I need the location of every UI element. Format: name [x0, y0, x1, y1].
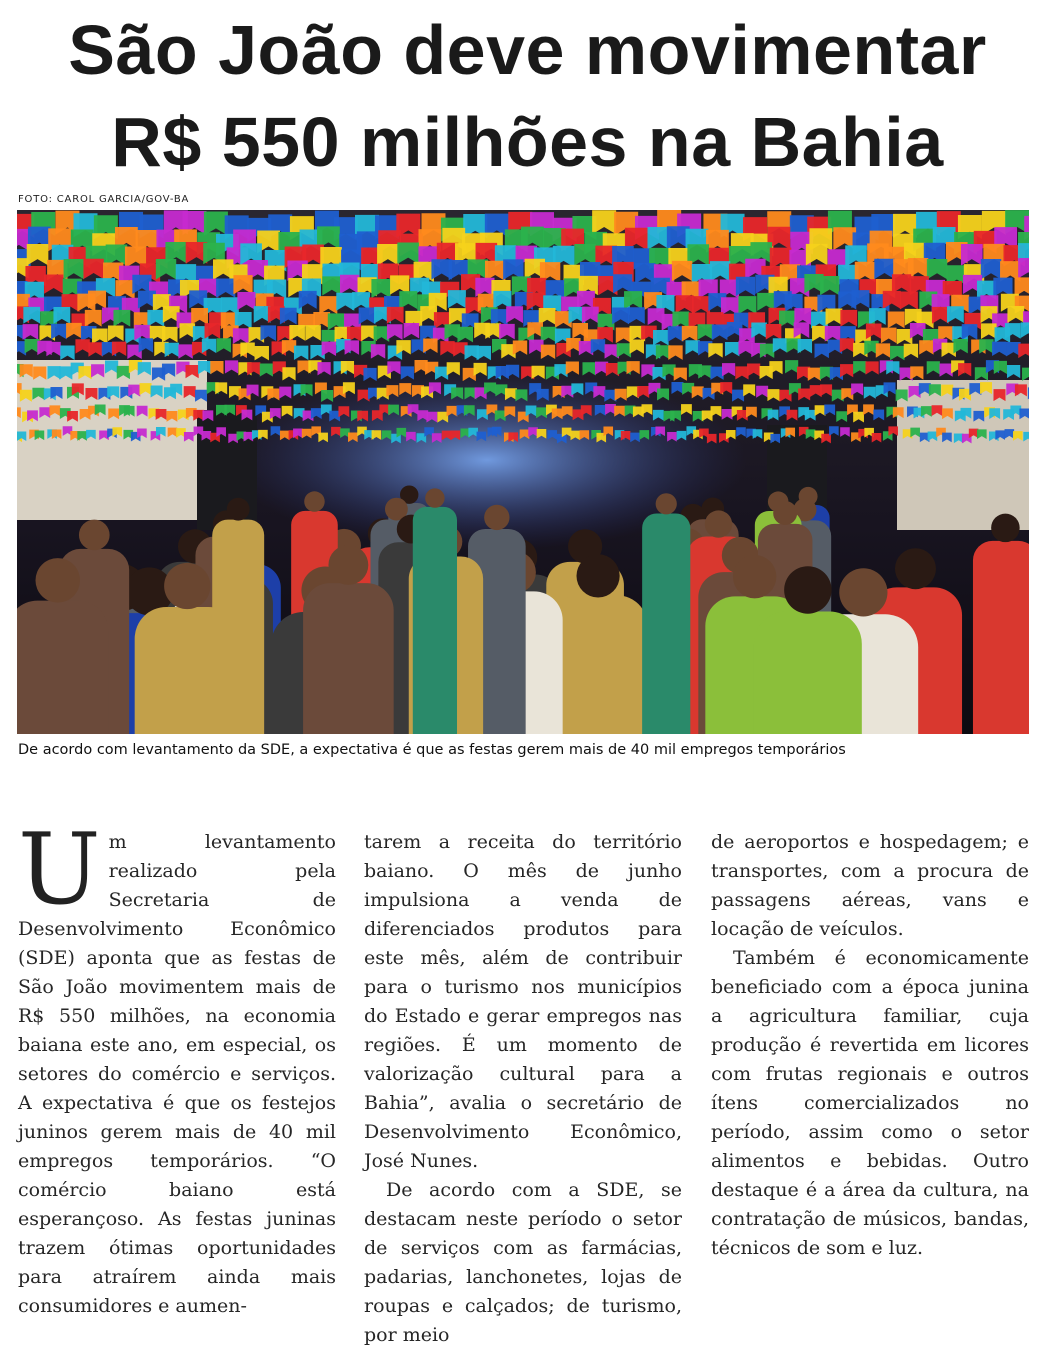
- crowd-person-head: [733, 555, 776, 598]
- paragraph-text: m levantamento realizado pela Secretaria de Desenvolvimento Econômico (SDE) aponta que as festas de São João movimentem mais de R$ 550 milhões, na economia baiana este ano, em especial, os setores do comércio e serviços. A expectativa é que os festejos juninos gerem mais de 40 mil empregos temporários. “O comércio baiano está esperançoso. As festas juninas trazem ótimas oportunidades para atraírem ainda mais consumidores e aumen-: [18, 831, 336, 1317]
- crowd-person-body: [212, 520, 264, 734]
- crowd-person-head: [576, 554, 619, 597]
- festival-scene-image: [17, 210, 1029, 734]
- crowd-person-head: [425, 488, 444, 507]
- bunting-flag: [1028, 387, 1029, 399]
- crowd-person-head: [484, 505, 509, 530]
- article-column-2: [364, 828, 682, 1350]
- festival-photo: [17, 210, 1029, 734]
- paragraph: Também é economicamente beneficiado com a época junina a agricultura familiar, cuja produção é revertida em licores com frutas regionais e outros ítens comercializados no período, assim como o setor alimentos e bebidas. Outro destaque é a área da cultura, na contratação de músicos, bandas, técnicos de som e luz.: [711, 947, 1029, 1259]
- crowd-person-body: [642, 513, 690, 734]
- drop-cap: U: [18, 813, 101, 927]
- crowd-person-head: [784, 566, 831, 613]
- headline: [0, 4, 1055, 188]
- headline-line-2: R$ 550 milhões na Bahia: [111, 103, 944, 181]
- paragraph: tarem a receita do território baiano. O mês de junho impulsiona a venda de diferenciados produtos para este mês, além de contribuir para o turismo nos municípios do Estado e gerar empregos nas regiões. É um momento de valorização cultural para a Bahia”, avalia o secretário de Desenvolvimento Econômico, José Nunes.: [364, 831, 682, 1172]
- paragraph: De acordo com a SDE, se destacam neste período o setor de serviços com as farmácias, padarias, lanchonetes, lojas de roupas e calçados; de turismo, por meio: [364, 1179, 682, 1346]
- crowd-person-head: [656, 493, 677, 514]
- crowd-person-head: [304, 491, 325, 512]
- crowd-person-body: [973, 541, 1029, 734]
- crowd-person-body: [754, 612, 862, 734]
- article-column-1: [18, 813, 336, 1321]
- crowd-person-head: [991, 514, 1020, 543]
- right-building: [897, 380, 1029, 530]
- headline-line-1: São João deve movimentar: [68, 11, 987, 89]
- paragraph: [18, 813, 336, 1321]
- crowd-person-body: [17, 601, 108, 734]
- paragraph: de aeroportos e hospedagem; e transportes, com a procura de passagens aéreas, vans e locação de veículos.: [711, 831, 1029, 940]
- crowd-person-head: [773, 501, 797, 525]
- crowd-person-head: [35, 558, 80, 603]
- crowd-person-head: [839, 568, 887, 616]
- crowd-person-head: [164, 563, 210, 609]
- crowd-person-head: [79, 520, 110, 551]
- crowd-person-body: [303, 583, 394, 734]
- article-column-3: [711, 828, 1029, 1263]
- photo-caption: De acordo com levantamento da SDE, a expectativa é que as festas gerem mais de 40 mil empregos temporários: [18, 742, 846, 758]
- crowd-person-head: [227, 498, 250, 521]
- crowd-person-head: [328, 545, 368, 585]
- crowd-person-body: [413, 507, 457, 734]
- crowd-person-head: [705, 510, 732, 537]
- photo-credit: FOTO: CAROL GARCIA/GOV-BA: [18, 194, 190, 205]
- crowd-person-head: [895, 548, 936, 589]
- crowd-person-body: [549, 596, 647, 734]
